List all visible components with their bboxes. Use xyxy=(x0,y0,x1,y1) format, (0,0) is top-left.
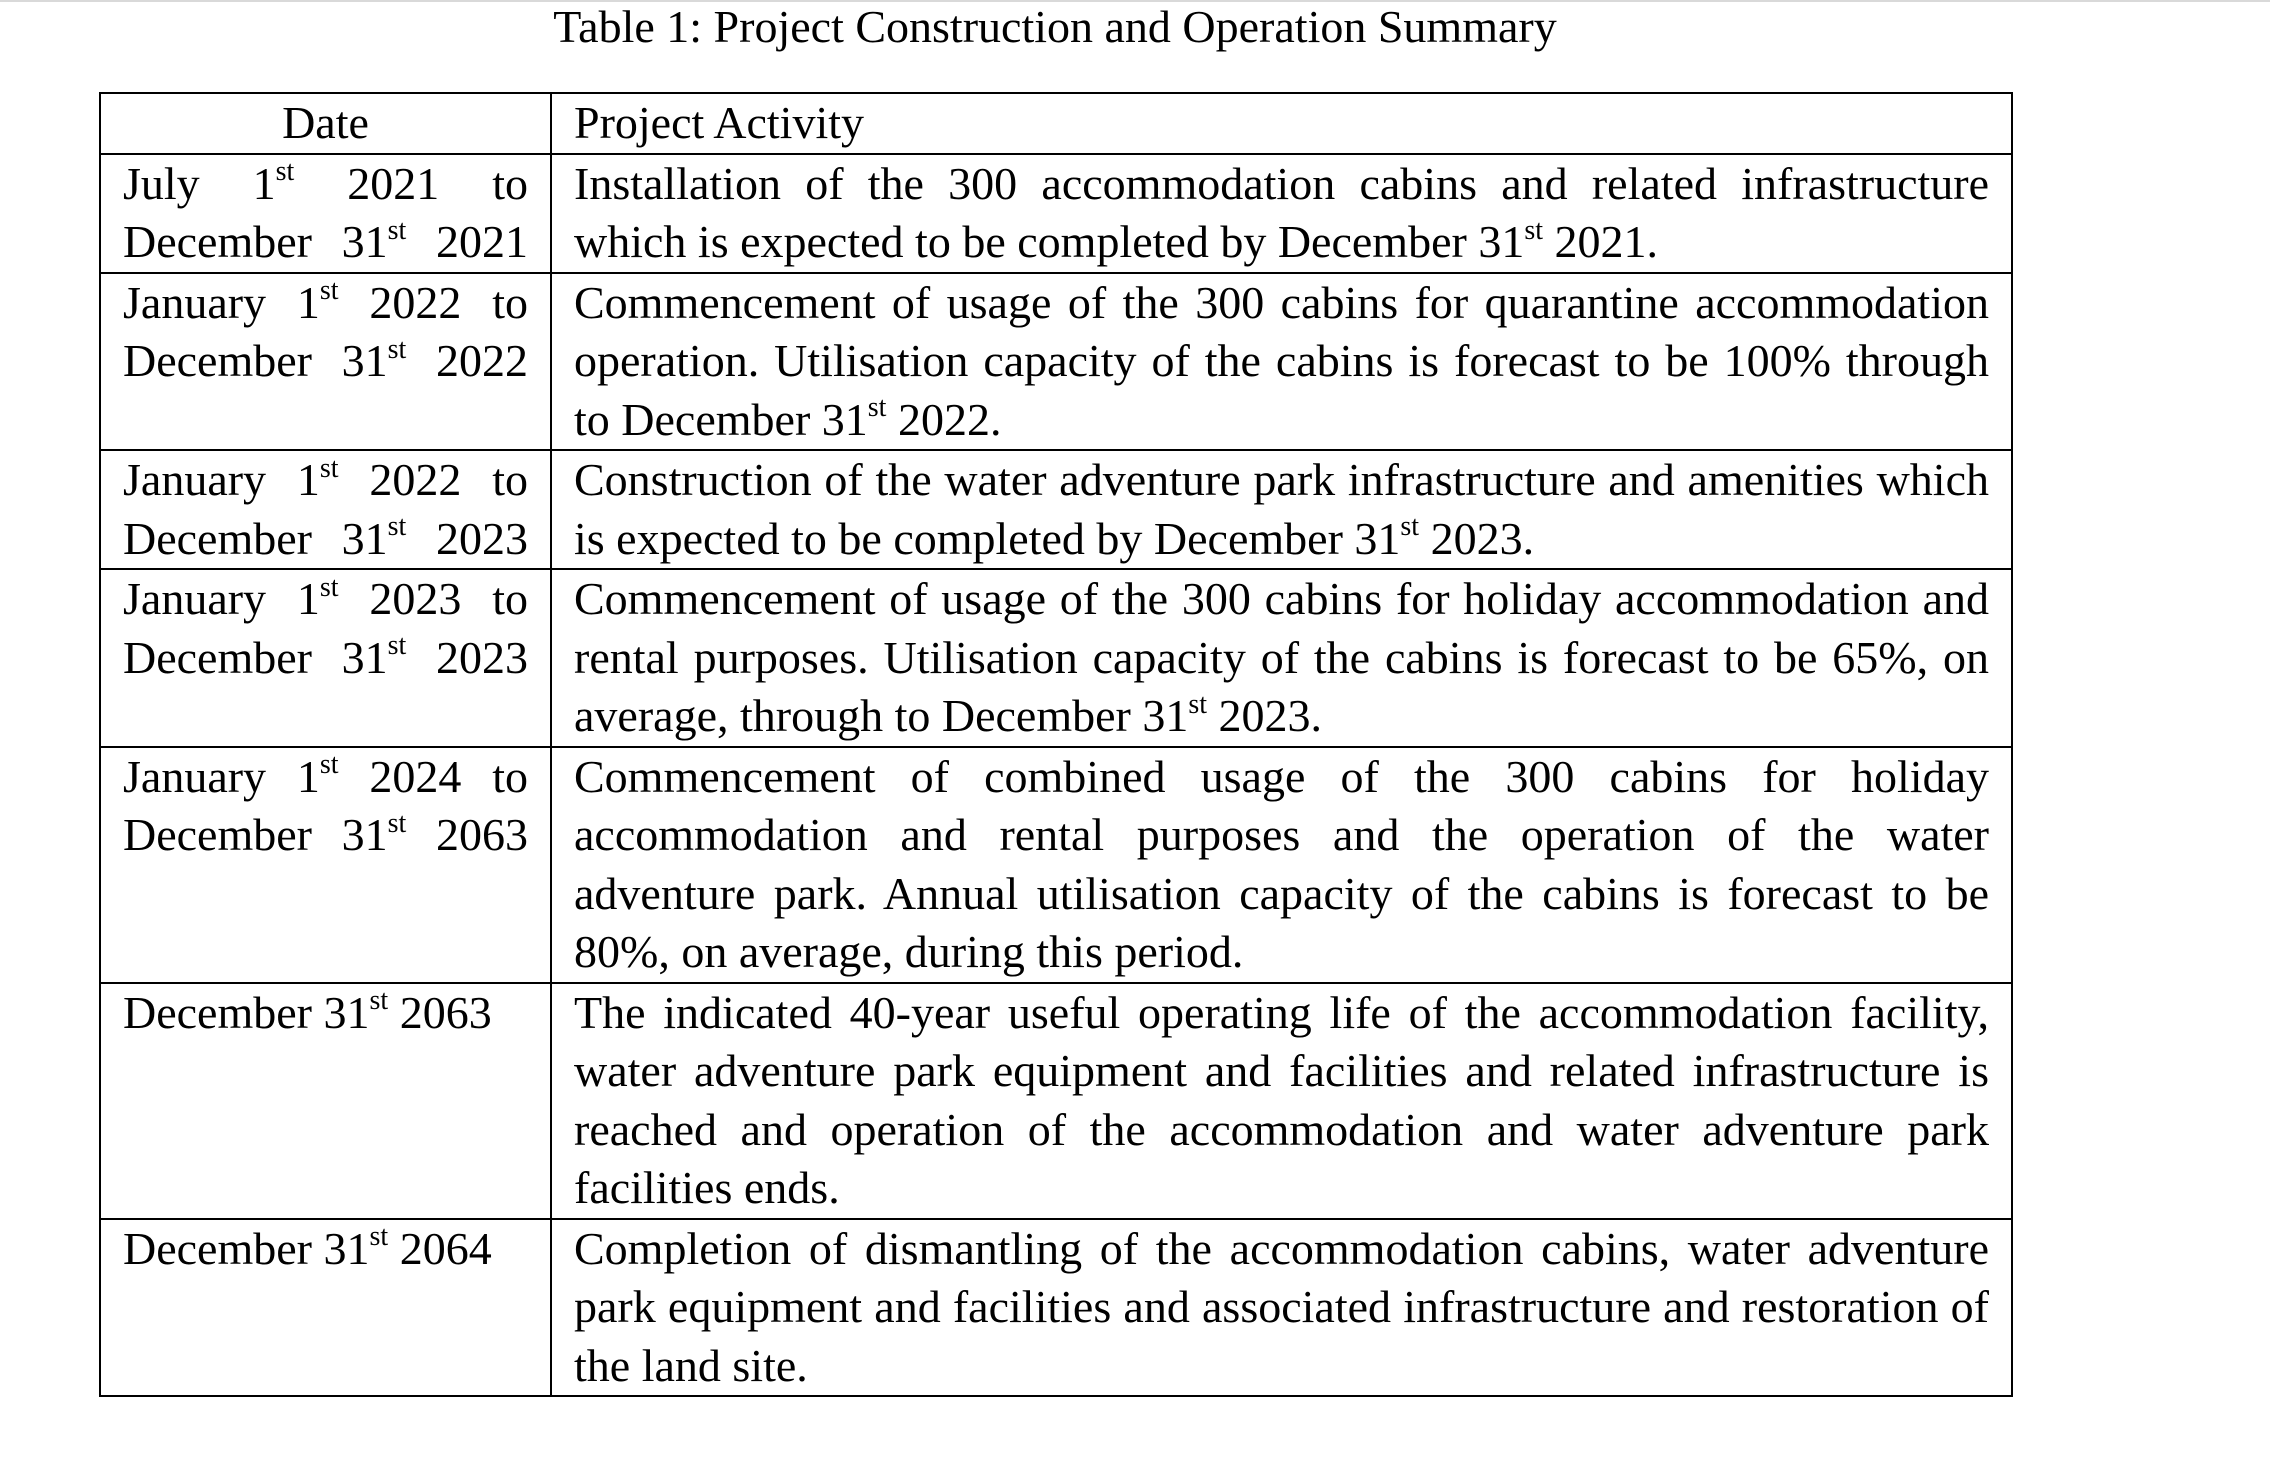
date-text: 2022 to xyxy=(338,276,529,328)
ordinal-suffix: st xyxy=(319,452,339,484)
date-text: December 31 xyxy=(123,512,388,564)
activity-text: Installation of the 300 accommodation cabins and related infrastructure which is expected to be completed by December 31 xyxy=(574,157,1989,267)
table-row xyxy=(100,983,2012,1219)
table-header-row xyxy=(100,93,2012,154)
table-row xyxy=(100,1219,2012,1397)
table-row xyxy=(100,747,2012,983)
date-cell xyxy=(100,747,551,983)
date-text: 2063 xyxy=(388,986,492,1038)
date-cell xyxy=(100,569,551,747)
project-summary-table xyxy=(99,92,2013,1397)
activity-text: Commencement of usage of the 300 cabins for holiday accommodation and rental purposes. Utilisation capacity of the cabins is forecast to be 65%, on average, through to December 31 xyxy=(574,573,1989,741)
ordinal-suffix: st xyxy=(387,333,407,365)
date-text: January 1 xyxy=(123,454,320,505)
date-text: 2023 xyxy=(406,512,528,564)
ordinal-suffix: st xyxy=(387,630,407,662)
date-start-line xyxy=(123,748,528,807)
activity-text: Construction of the water adventure park infrastructure and amenities which is expected to be completed by December 31 xyxy=(574,454,1989,564)
date-end-line xyxy=(123,510,528,569)
date-text: 2022 to xyxy=(338,454,529,505)
date-cell xyxy=(100,154,551,273)
date-text: 2064 xyxy=(388,1222,492,1274)
date-text: 2021 xyxy=(406,216,528,267)
activity-text: The indicated 40-year useful operating life of the accommodation facility, water adventure park equipment and facilities and related infrastructure is reached and operation of the accommodation and water adventure park facilities ends. xyxy=(574,986,1989,1213)
table-row xyxy=(100,273,2012,451)
date-start-line xyxy=(123,451,528,510)
date-text: December 31 xyxy=(123,1222,370,1274)
date-text: January 1 xyxy=(123,276,320,328)
date-text: 2063 xyxy=(406,809,528,860)
activity-cell xyxy=(551,747,2012,983)
activity-cell xyxy=(551,450,2012,569)
date-text: 2024 to xyxy=(338,750,529,802)
table-row xyxy=(100,450,2012,569)
date-start-line xyxy=(123,155,528,214)
ordinal-suffix: st xyxy=(1188,688,1208,720)
date-column-header: Date xyxy=(100,93,551,154)
ordinal-suffix: st xyxy=(319,275,339,307)
activity-text: Commencement of combined usage of the 300 cabins for holiday accommodation and rental purposes and the operation of the water adventure park. Annual utilisation capacity of the cabins is forecast to be 80%, on average, during this period. xyxy=(574,750,1989,977)
table-row xyxy=(100,569,2012,747)
date-text: July 1 xyxy=(123,157,276,209)
date-cell xyxy=(100,983,551,1219)
activity-text: 2021. xyxy=(1543,216,1659,267)
table-caption: Table 1: Project Construction and Operation Summary xyxy=(553,1,1557,52)
activity-cell xyxy=(551,569,2012,747)
activity-text: 2022. xyxy=(886,393,1002,445)
activity-text: Completion of dismantling of the accommodation cabins, water adventure park equipment and facilities and associated infrastructure and restoration of the land site. xyxy=(574,1222,1989,1391)
date-text: 2023 to xyxy=(338,573,529,624)
date-text: January 1 xyxy=(123,750,320,802)
ordinal-suffix: st xyxy=(867,392,887,424)
activity-text: 2023. xyxy=(1419,512,1535,564)
activity-cell xyxy=(551,273,2012,451)
date-text: December 31 xyxy=(123,809,388,860)
date-text: 2021 to xyxy=(294,157,529,209)
date-start-line xyxy=(123,274,528,333)
date-text: December 31 xyxy=(123,986,370,1038)
date-text: 2022 xyxy=(406,335,528,386)
ordinal-suffix: st xyxy=(369,985,389,1017)
ordinal-suffix: st xyxy=(319,571,339,603)
ordinal-suffix: st xyxy=(387,214,407,246)
date-text: December 31 xyxy=(123,335,388,386)
ordinal-suffix: st xyxy=(319,749,339,781)
activity-text: Commencement of usage of the 300 cabins for quarantine accommodation operation. Utilisation capacity of the cabins is forecast to be 100% through to December 31 xyxy=(574,276,1989,445)
date-end-line xyxy=(123,332,528,391)
date-text: 2023 xyxy=(406,631,528,683)
date-text: January 1 xyxy=(123,573,320,624)
date-end-line xyxy=(123,629,528,688)
ordinal-suffix: st xyxy=(1524,214,1544,246)
activity-cell xyxy=(551,983,2012,1219)
ordinal-suffix: st xyxy=(387,807,407,839)
activity-text: 2023. xyxy=(1207,690,1323,741)
ordinal-suffix: st xyxy=(387,511,407,543)
date-cell xyxy=(100,273,551,451)
ordinal-suffix: st xyxy=(1400,511,1420,543)
activity-cell xyxy=(551,1219,2012,1397)
date-text: December 31 xyxy=(123,631,388,683)
ordinal-suffix: st xyxy=(369,1221,389,1253)
date-cell xyxy=(100,1219,551,1397)
activity-column-header: Project Activity xyxy=(551,93,2012,154)
activity-cell xyxy=(551,154,2012,273)
date-end-line xyxy=(123,806,528,865)
date-end-line xyxy=(123,213,528,272)
date-text: December 31 xyxy=(123,216,388,267)
table-row xyxy=(100,154,2012,273)
date-start-line xyxy=(123,570,528,629)
ordinal-suffix: st xyxy=(275,156,295,188)
date-cell xyxy=(100,450,551,569)
